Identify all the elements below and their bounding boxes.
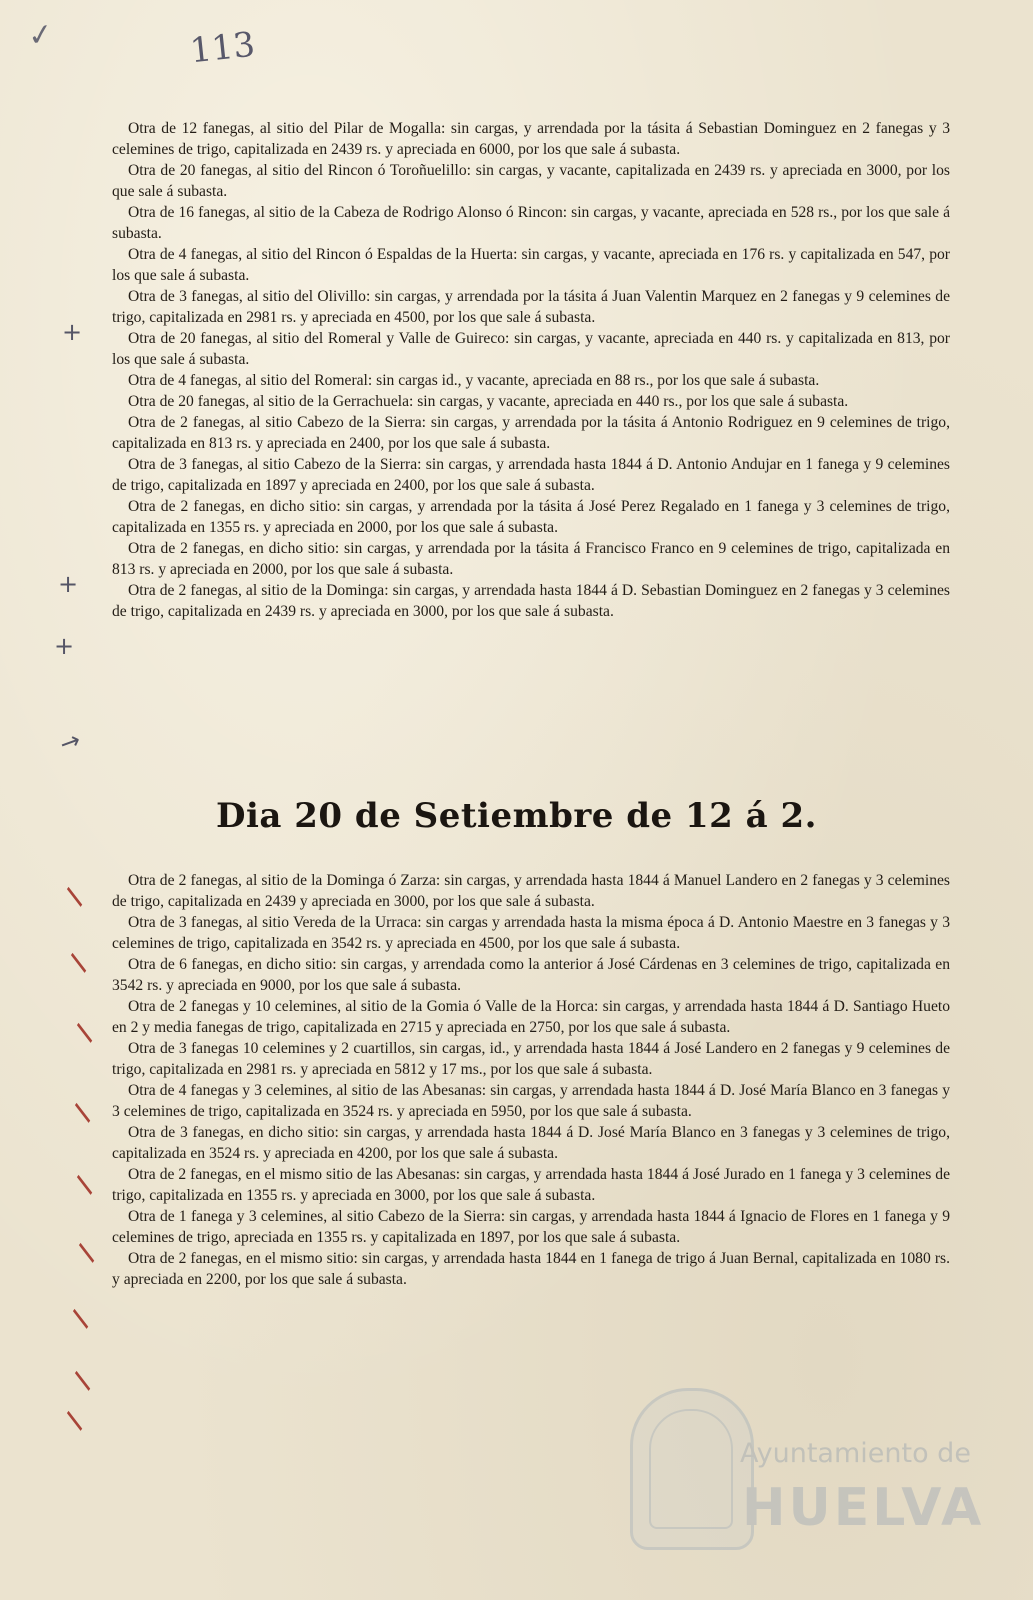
red-tick-icon: / [67,1100,98,1126]
red-tick-icon: / [67,1368,98,1394]
listing-paragraph: Otra de 2 fanegas, en el mismo sitio: sin cargas, y arrendada hasta 1844 en 1 fanega de trigo á Juan Bernal, capitalizada en 1080 rs. y apreciada en 2200, por los que sale á subasta. [112,1250,950,1288]
section-heading: Dia 20 de Setiembre de 12 á 2. [216,796,817,836]
ayuntamiento-watermark [630,1378,985,1568]
listing-paragraph: Otra de 1 fanega y 3 celemines, al sitio Cabezo de la Sierra: sin cargas, y arrendada hasta 1844 á Ignacio de Flores en 1 fanega y 9 celemines de trigo, apreciada en 1355 rs. y capitalizada en 1897, por los que sale á subasta. [112,1208,950,1246]
listing-paragraph: Otra de 3 fanegas, al sitio Vereda de la Urraca: sin cargas y arrendada hasta la misma época á D. Antonio Maestre en 3 fanegas y 3 celemines de trigo, capitalizada en 3542 rs. y apreciada en 4500, por los que sale á subasta. [112,914,950,952]
pencil-check-mark: ✓ [25,16,56,55]
red-tick-icon: / [69,1172,100,1198]
red-tick-icon: / [59,884,90,910]
margin-pencil-cross-icon: + [54,632,75,660]
listing-paragraph: Otra de 12 fanegas, al sitio del Pilar de Mogalla: sin cargas, y arrendada por la tásita á Sebastian Dominguez en 2 fanegas y 3 celemines de trigo, capitalizada en 2439 rs. y apreciada en 6000, por los que sale á subasta. [112,120,950,158]
handwritten-page-number: 113 [188,24,257,72]
red-tick-icon: / [63,950,94,976]
red-tick-icon: / [65,1306,96,1332]
listing-paragraph: Otra de 20 fanegas, al sitio de la Gerrachuela: sin cargas, y vacante, apreciada en 440 rs., por los que sale á subasta. [128,393,849,410]
city-seal-icon [630,1388,754,1550]
watermark-line-2: HUELVA [742,1478,985,1538]
listings-before-heading [112,118,950,622]
listing-paragraph: Otra de 3 fanegas 10 celemines y 2 cuartillos, sin cargas, id., y arrendada hasta 1844 á José Landero en 2 fanegas y 9 celemines de trigo, capitalizada en 2981 rs. y apreciada en 5812 y 17 ms., por los que sale á subasta. [112,1040,950,1078]
listing-paragraph: Otra de 2 fanegas, en el mismo sitio de las Abesanas: sin cargas, y arrendada hasta 1844 á José Jurado en 1 fanega y 3 celemines de trigo, capitalizada en 1355 rs. y apreciada en 3000, por los que sale á subasta. [112,1166,950,1204]
listing-paragraph: Otra de 4 fanegas y 3 celemines, al sitio de las Abesanas: sin cargas, y arrendada hasta 1844 á D. José María Blanco en 3 fanegas y 3 celemines de trigo, capitalizada en 3524 rs. y apreciada en 5950, por los que sale á subasta. [112,1082,950,1120]
red-tick-icon: / [71,1240,102,1266]
red-tick-icon: / [59,1408,90,1434]
watermark-line-1: Ayuntamiento de [740,1438,971,1469]
listing-paragraph: Otra de 2 fanegas, al sitio de la Dominga: sin cargas, y arrendada hasta 1844 á D. Sebastian Dominguez en 2 fanegas y 3 celemines de trigo, capitalizada en 2439 rs. y apreciada en 3000, por los que sale á subasta. [112,582,950,620]
listing-paragraph: Otra de 2 fanegas, en dicho sitio: sin cargas, y arrendada por la tásita á Francisco Franco en 9 celemines de trigo, capitalizada en 813 rs. y apreciada en 2000, por los que sale á subasta. [112,540,950,578]
listing-paragraph: Otra de 3 fanegas, en dicho sitio: sin cargas, y arrendada hasta 1844 á D. José María Blanco en 3 fanegas y 3 celemines de trigo, capitalizada en 3524 rs. y apreciada en 4200, por los que sale á subasta. [112,1124,950,1162]
listing-paragraph: Otra de 6 fanegas, en dicho sitio: sin cargas, y arrendada como la anterior á José Cárdenas en 3 celemines de trigo, capitalizada en 3542 rs. y apreciada en 9000, por los que sale á subasta. [112,956,950,994]
red-tick-icon: / [69,1020,100,1046]
listing-paragraph: Otra de 20 fanegas, al sitio del Romeral y Valle de Guireco: sin cargas, y vacante, apreciada en 440 rs. y capitalizada en 813, por los que sale á subasta. [112,330,950,368]
listing-paragraph: Otra de 2 fanegas, al sitio de la Dominga ó Zarza: sin cargas, y arrendada hasta 1844 á Manuel Landero en 2 fanegas y 3 celemines de trigo, capitalizada en 2439 y apreciada en 3000, por los que sale á subasta. [112,872,950,910]
margin-pencil-cross-icon: + [58,570,79,598]
margin-pencil-cross-icon: + [62,318,83,346]
listing-paragraph: Otra de 2 fanegas y 10 celemines, al sitio de la Gomia ó Valle de la Horca: sin cargas, y arrendada hasta 1844 á D. Santiago Hueto en 2 y media fanegas de trigo, capitalizada en 2715 y apreciada en 2750, por los que sale á subasta. [112,998,950,1036]
listing-paragraph: Otra de 2 fanegas, al sitio Cabezo de la Sierra: sin cargas, y arrendada por la tásita á Antonio Rodriguez en 9 celemines de trigo, capitalizada en 813 rs. y apreciada en 2400, por los que sale á subasta. [112,414,950,452]
listing-paragraph: Otra de 20 fanegas, al sitio del Rincon ó Toroñuelillo: sin cargas, y vacante, capitalizada en 2439 rs. y apreciada en 3000, por los que sale á subasta. [112,162,950,200]
listing-paragraph: Otra de 3 fanegas, al sitio Cabezo de la Sierra: sin cargas, y arrendada hasta 1844 á D. Antonio Andujar en 1 fanega y 9 celemines de trigo, capitalizada en 1897 y apreciada en 2400, por los que sale á subasta. [112,456,950,494]
listing-paragraph: Otra de 2 fanegas, en dicho sitio: sin cargas, y arrendada por la tásita á José Perez Regalado en 1 fanega y 3 celemines de trigo, capitalizada en 1355 rs. y apreciada en 2000, por los que sale á subasta. [112,498,950,536]
margin-pencil-arrow-icon: → [55,725,85,759]
listings-after-heading [112,870,950,1290]
listing-paragraph: Otra de 3 fanegas, al sitio del Olivillo: sin cargas, y arrendada por la tásita á Juan Valentin Marquez en 2 fanegas y 9 celemines de trigo, capitalizada en 2981 rs. y apreciada en 4500, por los que sale á subasta. [112,288,950,326]
listing-paragraph: Otra de 16 fanegas, al sitio de la Cabeza de Rodrigo Alonso ó Rincon: sin cargas, y vacante, apreciada en 528 rs., por los que sale á subasta. [112,204,950,242]
listing-paragraph: Otra de 4 fanegas, al sitio del Rincon ó Espaldas de la Huerta: sin cargas, y vacante, apreciada en 176 rs. y capitalizada en 547, por los que sale á subasta. [112,246,950,284]
listing-paragraph: Otra de 4 fanegas, al sitio del Romeral: sin cargas id., y vacante, apreciada en 88 rs., por los que sale á subasta. [128,372,820,389]
